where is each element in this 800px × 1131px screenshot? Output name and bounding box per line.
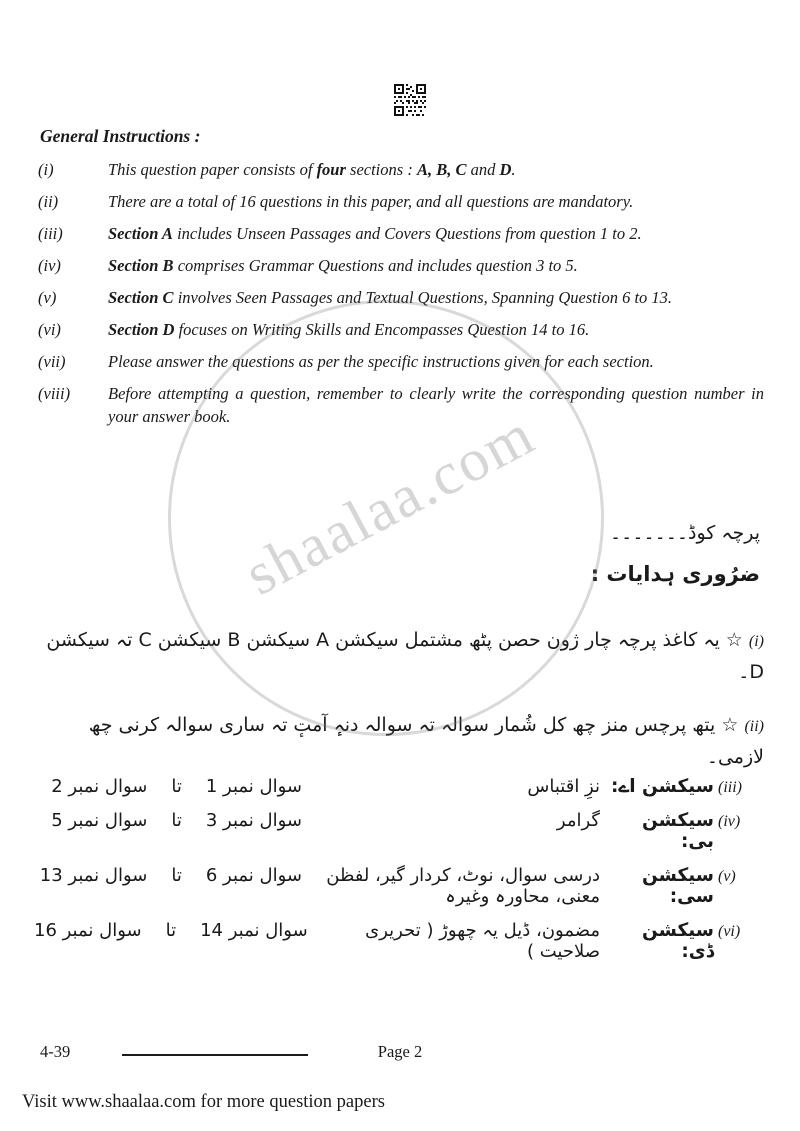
qr-code-icon (392, 82, 428, 118)
section-name: سیکشن سی: (642, 865, 714, 907)
instruction-text: Before attempting a question, remember to clearly write the corresponding question number in your answer book. (108, 384, 764, 426)
instruction-text: Section A includes Unseen Passages and Covers Questions from question 1 to 2. (108, 224, 642, 243)
section-question-range (34, 776, 302, 797)
section-range-from: سوال نمبر 1 (205, 776, 302, 797)
instruction-number: (iii) (38, 224, 63, 243)
section-range-to: سوال نمبر 5 (51, 810, 148, 831)
instruction-text: Section B comprises Grammar Questions and includes question 3 to 5. (108, 256, 578, 275)
urdu-instructions-heading: ضرُوری ہدایات : (590, 562, 760, 586)
section-range-separator: تا (171, 810, 182, 831)
section-range-separator: تا (171, 776, 182, 797)
instruction-number: (viii) (38, 384, 71, 403)
urdu-instruction-number: (i) (748, 633, 764, 650)
table-row (34, 776, 764, 797)
footer-page-number: Page 2 (377, 1042, 423, 1061)
instruction-number: (ii) (38, 192, 59, 211)
urdu-instruction-text: ☆ یتھ پرچس منز چھ کل شُمار سوالہ تہ سوالہ دنہٕ آمتٕ تہ ساری سوالہ کرنی چھ لازمی۔ (88, 714, 764, 768)
section-range-separator: تا (171, 865, 182, 886)
instruction-row (38, 318, 764, 341)
section-name: سیکشن بی: (642, 810, 714, 852)
instruction-text: Please answer the questions as per the specific instructions given for each section. (108, 352, 654, 371)
section-name: سیکشن ڈی: (642, 920, 714, 962)
footer-visit-note: Visit www.shaalaa.com for more question papers (22, 1092, 385, 1112)
instruction-row (38, 190, 764, 213)
section-description: درسی سوال، نوٹ، کردار گیر، لفظن معنی، محاورہ وغیرہ (326, 865, 600, 907)
instruction-number: (v) (38, 288, 57, 307)
instruction-number: (iv) (38, 256, 61, 275)
section-range-from: سوال نمبر 3 (205, 810, 302, 831)
footer-paper-number: 4-39 (40, 1042, 71, 1061)
section-range-to: سوال نمبر 16 (34, 920, 142, 941)
instruction-text: This question paper consists of four sections : A, B, C and D. (108, 160, 516, 179)
section-index: (iv) (718, 813, 741, 830)
instruction-number: (vii) (38, 352, 66, 371)
instruction-number: (vi) (38, 320, 61, 339)
instruction-row (38, 158, 764, 181)
section-range-to: سوال نمبر 2 (51, 776, 148, 797)
section-range-separator: تا (165, 920, 177, 941)
english-instructions-list (38, 158, 764, 437)
table-row (34, 810, 764, 852)
urdu-instruction-row (34, 710, 764, 772)
section-description: گرامر (556, 810, 600, 831)
instruction-text: There are a total of 16 questions in this paper, and all questions are mandatory. (108, 192, 634, 211)
section-question-range (34, 865, 302, 886)
section-index: (v) (718, 868, 736, 885)
section-range-from: سوال نمبر 6 (205, 865, 302, 886)
section-description: مضمون، ڈیل یہ چھوڑ ( تحریری صلاحیت ) (365, 920, 600, 962)
instruction-row (38, 286, 764, 309)
urdu-sections-table (34, 776, 764, 975)
table-row (34, 920, 764, 962)
section-question-range (34, 810, 302, 831)
section-index: (vi) (718, 923, 741, 940)
table-row (34, 865, 764, 907)
paper-code-label: پرچہ کوڈ۔۔۔۔۔۔۔ (610, 522, 760, 544)
general-instructions-title: General Instructions : (40, 126, 201, 146)
urdu-instruction-text: ☆ یہ کاغذ پرچہ چار ژون حصن پٹھ مشتمل سیکشن A سیکشن B سیکشن C تہ سیکشن D۔ (46, 629, 764, 683)
section-index: (iii) (718, 779, 742, 796)
instruction-text: Section C involves Seen Passages and Textual Questions, Spanning Question 6 to 13. (108, 288, 673, 307)
instruction-number: (i) (38, 160, 54, 179)
section-range-from: سوال نمبر 14 (200, 920, 308, 941)
instruction-row (38, 382, 764, 428)
urdu-instruction-number: (ii) (744, 718, 764, 735)
watermark-text: shaalaa.com (234, 400, 546, 608)
instruction-row (38, 254, 764, 277)
instruction-row (38, 350, 764, 373)
section-question-range (34, 920, 308, 941)
section-range-to: سوال نمبر 13 (39, 865, 148, 886)
section-description: نزِ اقتباس (527, 776, 600, 797)
instruction-text: Section D focuses on Writing Skills and Encompasses Question 14 to 16. (108, 320, 590, 339)
urdu-instruction-row (34, 625, 764, 687)
section-name: سیکشن اے: (611, 776, 714, 797)
instruction-row (38, 222, 764, 245)
